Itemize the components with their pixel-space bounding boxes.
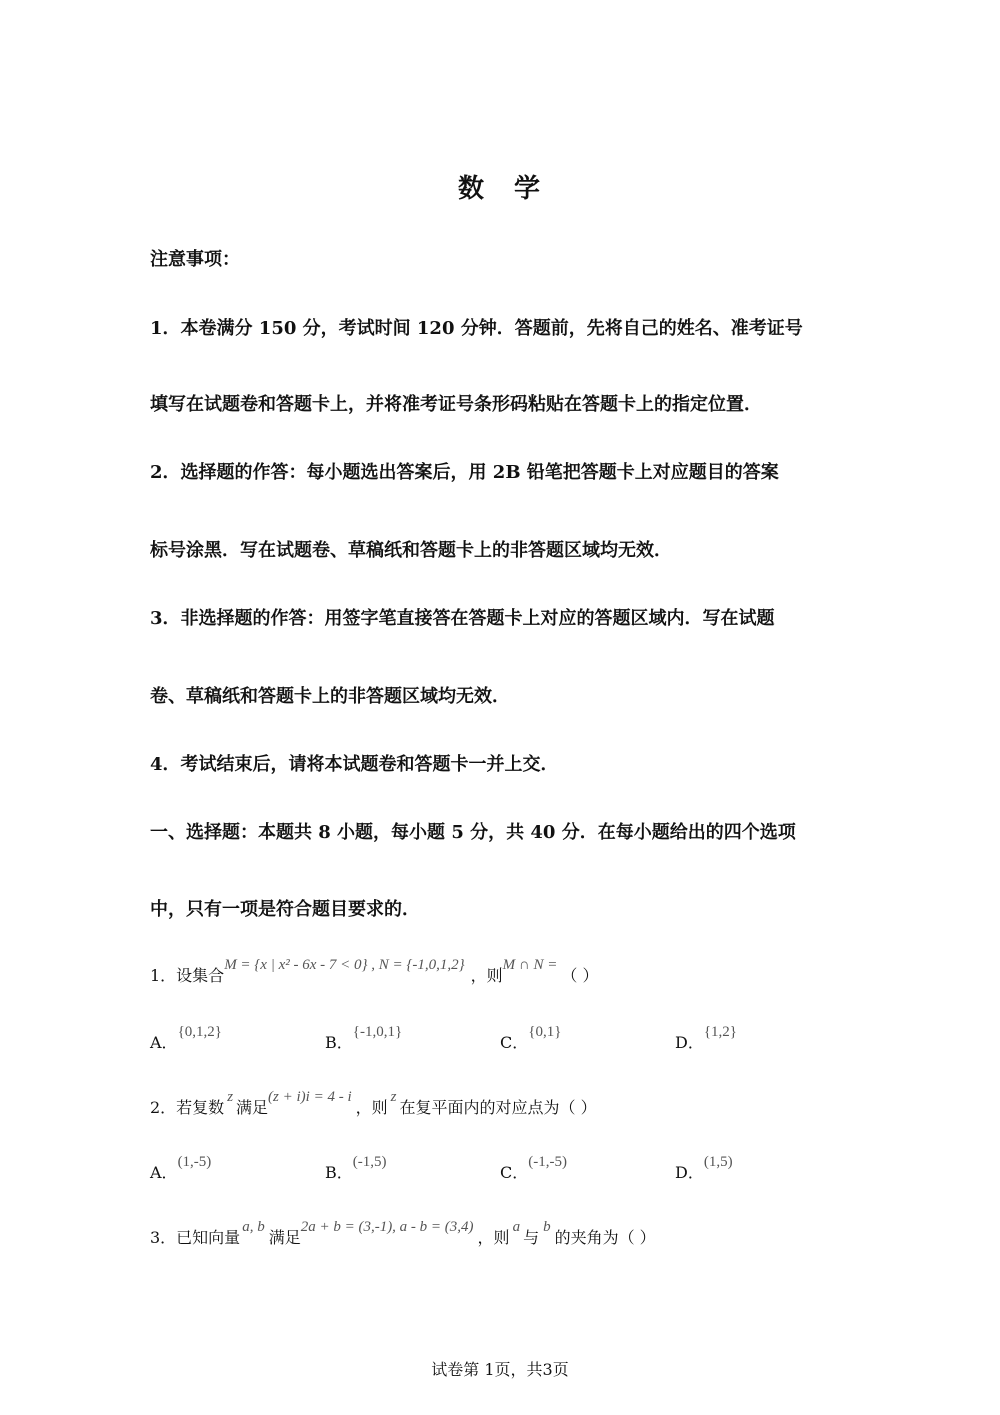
notice-line-1: 1．本卷满分 150 分，考试时间 120 分钟．答题前，先将自己的姓名、准考证号 (150, 318, 803, 339)
q3-mid1: 满足 (268, 1228, 301, 1247)
q2-option-c (500, 1154, 567, 1183)
q2-equation: (z + i)i = 4 - i (268, 1089, 352, 1105)
q2-option-d (675, 1154, 733, 1183)
q1-option-c-letter: C． (500, 1033, 529, 1052)
page-footer: 试卷第 1页，共3页 (431, 1360, 569, 1379)
notice-line-5: 3．非选择题的作答：用签字笔直接答在答题卡上对应的答题区域内．写在试题 (150, 608, 775, 629)
q2-suffix: 在复平面内的对应点为（ ） (399, 1098, 597, 1117)
notice-line-6: 卷、草稿纸和答题卡上的非答题区域均无效． (150, 686, 510, 707)
q3-var-a: a (512, 1219, 521, 1235)
q1-option-d-value: {1,2} (703, 1024, 737, 1040)
q2-option-c-value: (-1,-5) (528, 1154, 567, 1170)
q1-suffix: （ ） (561, 966, 599, 985)
question-1 (150, 957, 599, 986)
q1-option-b-value: {-1,0,1} (352, 1024, 403, 1040)
q2-option-d-letter: D． (675, 1163, 704, 1182)
q1-mid: ，则 (470, 966, 503, 985)
q1-option-a-value: {0,1,2} (177, 1024, 222, 1040)
q3-mid2: ，则 (477, 1228, 510, 1247)
q2-option-b (325, 1154, 387, 1183)
q1-option-b-letter: B． (325, 1033, 353, 1052)
q2-option-a (150, 1154, 212, 1183)
q1-option-a (150, 1024, 222, 1053)
q1-prefix: 1．设集合 (150, 966, 225, 985)
page-title (0, 168, 1000, 205)
title-char-2: 学 (514, 174, 543, 204)
q3-prefix: 3．已知向量 (150, 1228, 241, 1247)
section-heading-line-2: 中，只有一项是符合题目要求的． (150, 899, 420, 920)
q1-option-a-letter: A． (150, 1033, 178, 1052)
q3-yu: 与 (523, 1228, 540, 1247)
q1-option-c-value: {0,1} (528, 1024, 562, 1040)
q2-option-b-letter: B． (325, 1163, 353, 1182)
q1-option-b (325, 1024, 403, 1053)
q2-prefix: 2．若复数 (150, 1098, 225, 1117)
q2-option-a-letter: A． (150, 1163, 178, 1182)
notice-line-4: 标号涂黑．写在试题卷、草稿纸和答题卡上的非答题区域均无效． (150, 540, 672, 561)
question-3 (150, 1219, 656, 1248)
q1-option-d-letter: D． (675, 1033, 704, 1052)
q2-var-z: z (227, 1089, 234, 1105)
notice-line-3: 2．选择题的作答：每小题选出答案后，用 2B 铅笔把答题卡上对应题目的答案 (150, 462, 779, 483)
q2-mid2: ，则 (355, 1098, 388, 1117)
section-heading-line-1: 一、选择题：本题共 8 小题，每小题 5 分，共 40 分．在每小题给出的四个选项 (150, 822, 796, 843)
q1-option-c (500, 1024, 562, 1053)
q2-option-b-value: (-1,5) (352, 1154, 387, 1170)
q2-option-c-letter: C． (500, 1163, 529, 1182)
title-char-1: 数 (457, 174, 486, 204)
q3-var-b: b (543, 1219, 551, 1235)
q2-mid1: 满足 (236, 1098, 269, 1117)
question-2 (150, 1089, 597, 1118)
q3-equations: 2a + b = (3,-1), a - b = (3,4) (300, 1219, 474, 1235)
q3-vectors: a, b (242, 1219, 265, 1235)
notice-line-7: 4．考试结束后，请将本试题卷和答题卡一并上交． (150, 754, 559, 775)
q2-var-z-2: z (390, 1089, 397, 1105)
q1-set-expression: M = {x | x² - 6x - 7 < 0} , N = {-1,0,1,2} (224, 957, 465, 973)
notice-line-2: 填写在试题卷和答题卡上，并将准考证号条形码粘贴在答题卡上的指定位置． (150, 394, 762, 415)
q1-option-d (675, 1024, 737, 1053)
q2-option-a-value: (1,-5) (177, 1154, 212, 1170)
q2-option-d-value: (1,5) (703, 1154, 733, 1170)
q3-suffix: 的夹角为（ ） (554, 1228, 656, 1247)
q1-intersection-expression: M ∩ N = (502, 957, 558, 973)
notice-heading: 注意事项： (150, 249, 240, 270)
